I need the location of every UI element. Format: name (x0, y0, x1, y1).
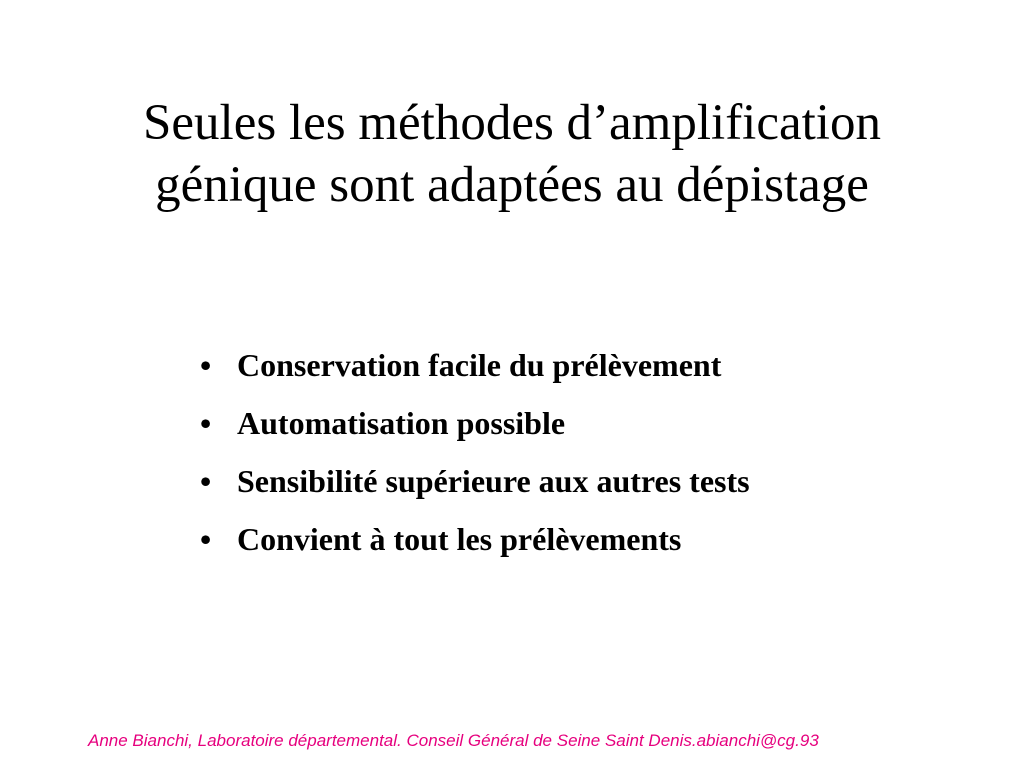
bullet-icon: • (200, 463, 212, 499)
bullet-item (200, 404, 860, 442)
bullet-text: Automatisation possible (237, 405, 566, 441)
bullet-text: Convient à tout les prélèvements (237, 521, 682, 557)
slide-title (20, 92, 1004, 216)
title-line-2: génique sont adaptées au dépistage (155, 157, 869, 213)
bullet-item (200, 462, 797, 500)
bullet-icon: • (200, 347, 212, 383)
footer-credit: Anne Bianchi, Laboratoire départemental. Conseil Général de Seine Saint Denis.abianchi@cg.93 (88, 731, 819, 750)
bullet-item (200, 520, 860, 558)
bullet-icon: • (200, 521, 212, 557)
bullet-icon: • (200, 405, 212, 441)
title-line-1: Seules les méthodes d’amplification (143, 95, 881, 151)
bullet-list (200, 346, 860, 578)
bullet-item (200, 346, 860, 384)
bullet-text: Conservation facile du prélèvement (237, 347, 722, 383)
bullet-text: Sensibilité supérieure aux autres tests (237, 463, 750, 499)
